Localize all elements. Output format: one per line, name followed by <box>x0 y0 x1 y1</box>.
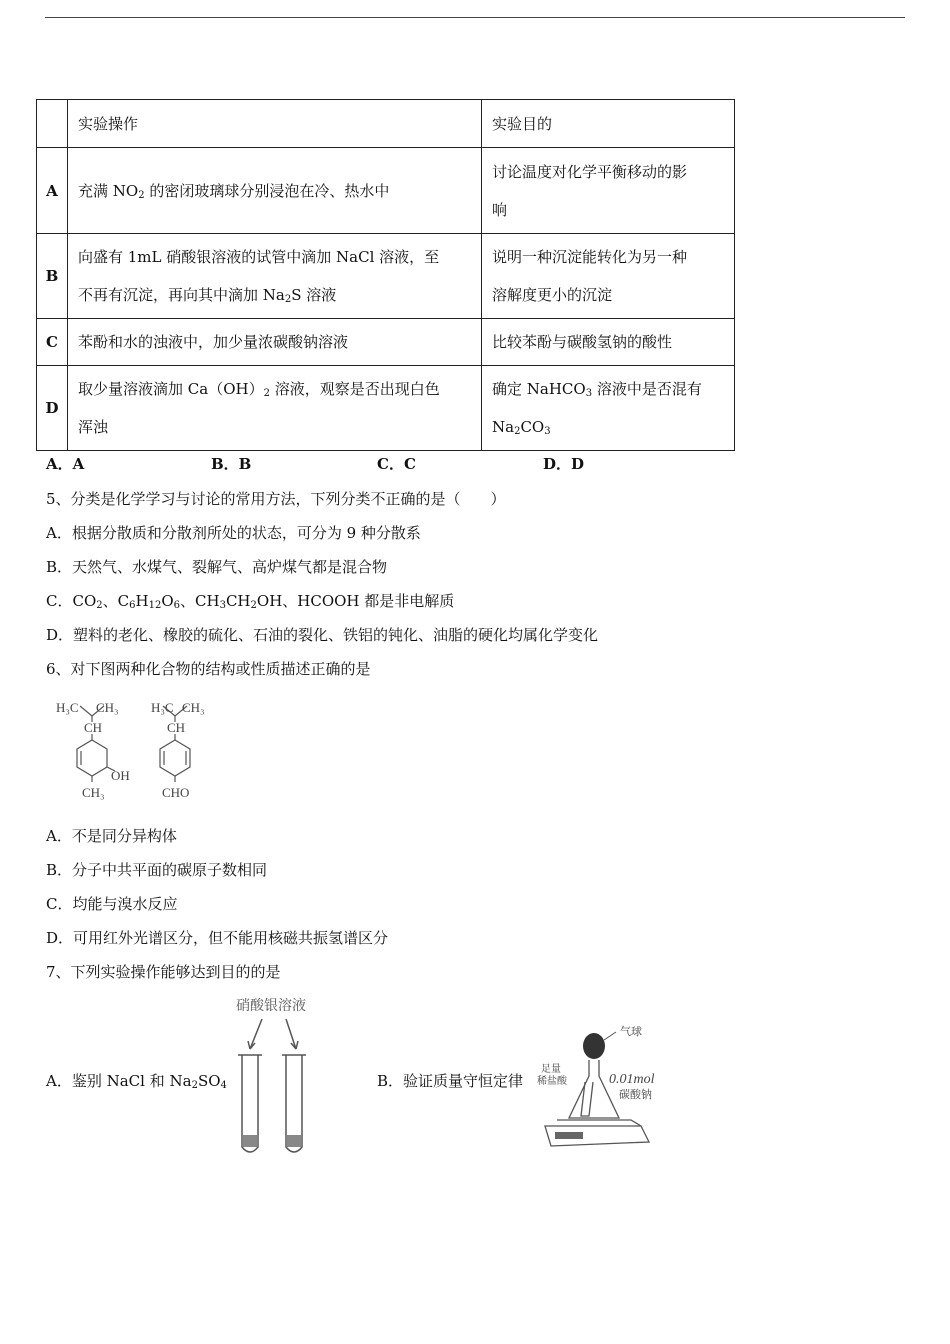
q7-option-a[interactable]: A．鉴别 NaCl 和 $Na_2SO_4$ <box>46 1072 227 1091</box>
row-key: A <box>37 148 68 234</box>
row-operation: 充满 $NO_2$ 的密闭玻璃球分别浸泡在冷、热水中 <box>68 148 482 234</box>
q4-answer-options <box>0 453 950 475</box>
left-h3c-label: H₃C <box>56 700 79 715</box>
q5-stem: 5、分类是化学学习与讨论的常用方法，下列分类不正确的是（ ） <box>46 490 506 508</box>
table-header-row <box>37 100 735 148</box>
row-key: C <box>37 319 68 366</box>
q7-option-b[interactable]: B．验证质量守恒定律 <box>377 1072 524 1090</box>
q7-stem: 7、下列实验操作能够达到目的的是 <box>46 963 281 981</box>
q5-option-a[interactable]: A．根据分散质和分散剂所处的状态，可分为 9 种分散系 <box>46 524 421 542</box>
header-operation: 实验操作 <box>68 100 482 148</box>
left-ch3-top-label: CH₃ <box>96 700 119 715</box>
row-operation: 苯酚和水的浊液中，加少量浓碳酸钠溶液 <box>68 319 482 366</box>
q4-option-c[interactable]: C．C <box>377 455 416 473</box>
q4-option-b[interactable]: B．B <box>211 455 252 473</box>
acid-label-1: 足量 <box>541 1064 561 1075</box>
q4-option-a[interactable]: A．A <box>46 455 85 473</box>
q6-option-d[interactable]: D．可用红外光谱区分，但不能用核磁共振氢谱区分 <box>46 929 389 947</box>
row-operation: 取少量溶液滴加 $Ca(OH)_2$ 溶液，观察是否出现白色 浑浊 <box>68 366 482 451</box>
row-operation: 向盛有 1mL 硝酸银溶液的试管中滴加 NaCl 溶液，至 不再有沉淀，再向其中滴加 $Na_2S$ 溶液 <box>68 234 482 319</box>
header-rule <box>45 17 905 18</box>
row-purpose: 讨论温度对化学平衡移动的影 响 <box>482 148 735 234</box>
left-ch-label: CH <box>84 720 103 735</box>
q5-option-d[interactable]: D．塑料的老化、橡胶的硫化、石油的裂化、铁铝的钝化、油脂的硬化均属化学变化 <box>46 626 599 644</box>
balance-flask-figure <box>537 1020 672 1155</box>
balloon-label: 气球 <box>620 1026 642 1038</box>
header-purpose: 实验目的 <box>482 100 735 148</box>
q6-option-b[interactable]: B．分子中共平面的碳原子数相同 <box>46 861 268 879</box>
left-oh-label: OH <box>111 768 130 783</box>
experiment-table <box>36 99 735 451</box>
left-ch3-bottom-label: CH₃ <box>82 785 105 800</box>
table-row <box>37 148 735 234</box>
row-key: B <box>37 234 68 319</box>
right-ch-label: CH <box>167 720 186 735</box>
table-row <box>37 319 735 366</box>
header-key <box>37 100 68 148</box>
q5-option-c[interactable]: C．$CO_2$、$C_6H_{12}O_6$、$CH_3CH_2OH$、HCOOH 都是非电解质 <box>46 592 455 611</box>
q6-option-c[interactable]: C．均能与溴水反应 <box>46 895 178 913</box>
q6-option-a[interactable]: A．不是同分异构体 <box>46 827 177 845</box>
table-row <box>37 234 735 319</box>
q5-option-b[interactable]: B．天然气、水煤气、裂解气、高炉煤气都是混合物 <box>46 558 388 576</box>
amount-label: 0.01mol <box>609 1072 655 1087</box>
q4-option-d[interactable]: D．D <box>543 455 585 473</box>
silver-nitrate-label: 硝酸银溶液 <box>236 999 306 1014</box>
right-cho-label: CHO <box>162 785 190 800</box>
row-purpose: 比较苯酚与碳酸氢钠的酸性 <box>482 319 735 366</box>
row-purpose: 说明一种沉淀能转化为另一种 溶解度更小的沉淀 <box>482 234 735 319</box>
row-key: D <box>37 366 68 451</box>
table-row <box>37 366 735 451</box>
acid-label-2: 稀盐酸 <box>537 1076 567 1087</box>
right-ch3-label: CH₃ <box>182 700 205 715</box>
q6-structure-figure <box>52 696 222 806</box>
right-h3c-label: H₃C <box>151 700 174 715</box>
sodium-carbonate-label: 碳酸钠 <box>619 1089 652 1101</box>
q6-stem: 6、对下图两种化合物的结构或性质描述正确的是 <box>46 660 371 678</box>
test-tubes-figure <box>230 993 320 1163</box>
row-purpose: 确定 NaHCO$_3$ 溶液中是否混有 $Na_2CO_3$ <box>482 366 735 451</box>
